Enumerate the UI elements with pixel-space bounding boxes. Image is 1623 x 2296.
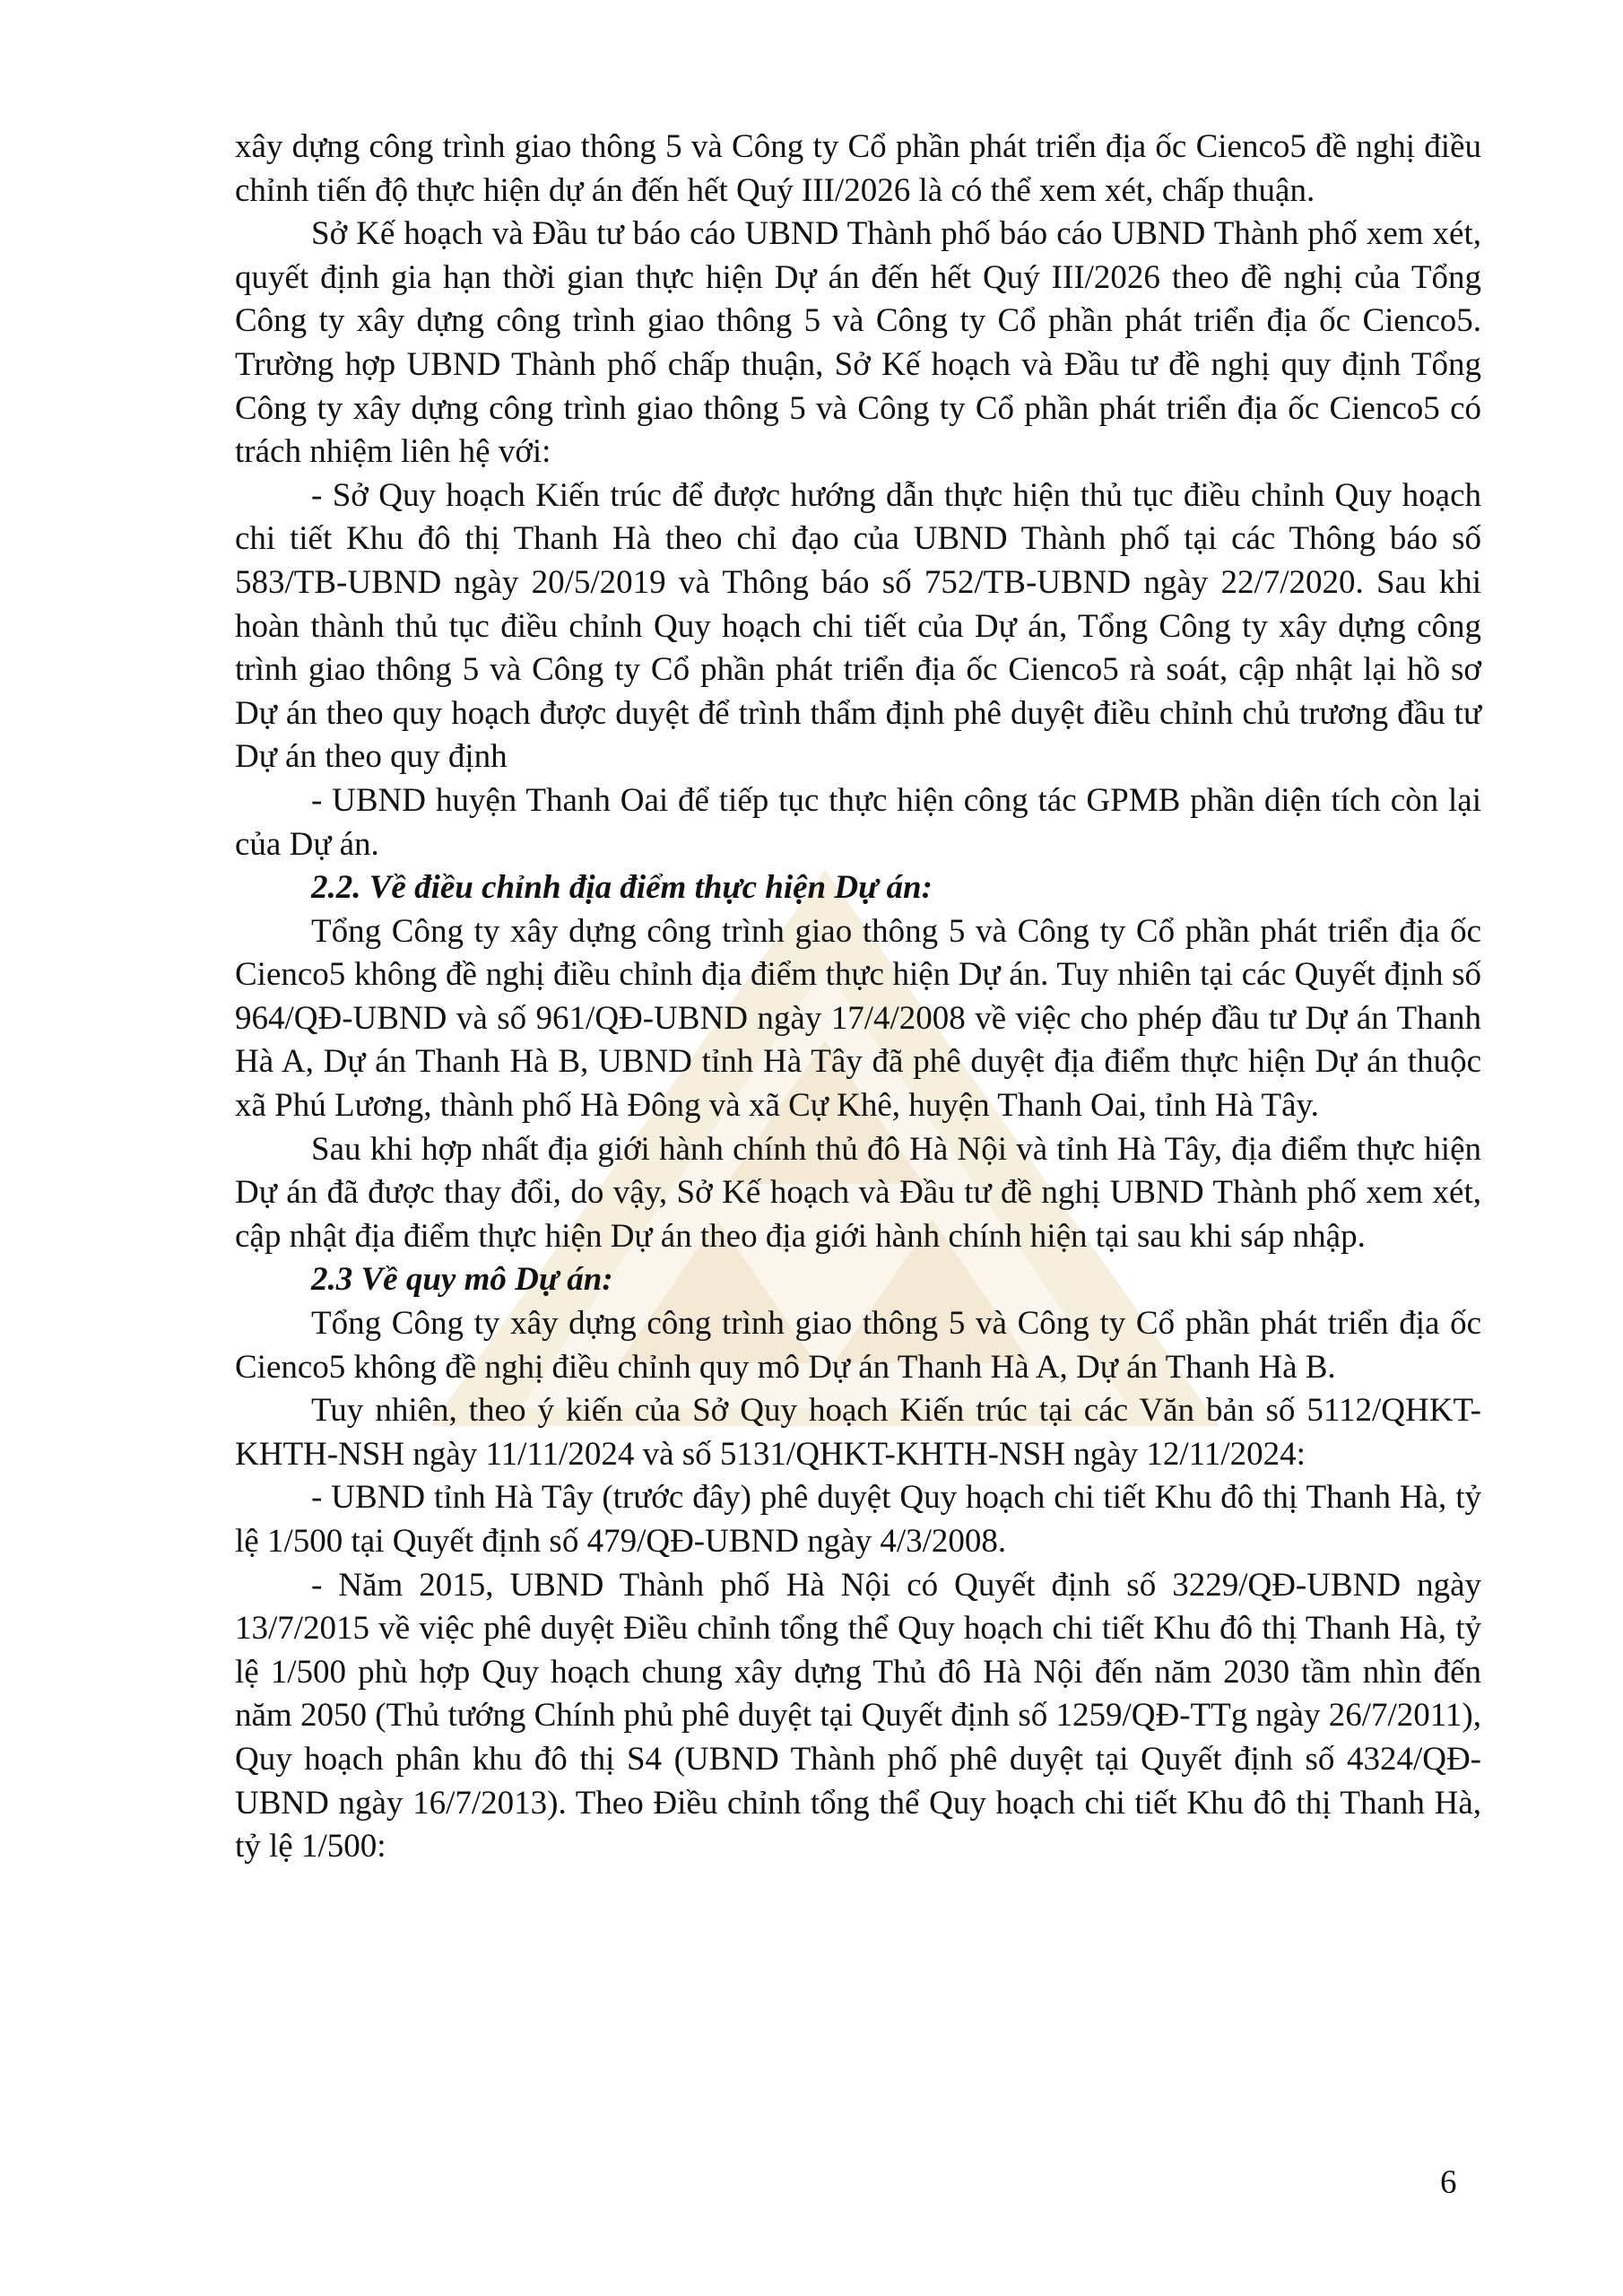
document-body xyxy=(235,126,1481,1869)
paragraph: Tuy nhiên, theo ý kiến của Sở Quy hoạch Kiến trúc tại các Văn bản số 5112/QHKT-KHTH-NSH ngày 11/11/2024 và số 5131/QHKT-KHTH-NSH ngày 12/11/2024: xyxy=(235,1392,1481,1473)
paragraph: Sau khi hợp nhất địa giới hành chính thủ đô Hà Nội và tỉnh Hà Tây, địa điểm thực hiện Dự án đã được thay đổi, do vậy, Sở Kế hoạch và Đầu tư đề nghị UBND Thành phố xem xét, cập nhật địa điểm thực hiện Dự án theo địa giới hành chính hiện tại sau khi sáp nhập. xyxy=(235,1130,1481,1255)
paragraph: - Sở Quy hoạch Kiến trúc để được hướng dẫn thực hiện thủ tục điều chỉnh Quy hoạch chi tiết Khu đô thị Thanh Hà theo chỉ đạo của UBND Thành phố tại các Thông báo số 583/TB-UBND ngày 20/5/2019 và Thông báo số 752/TB-UBND ngày 22/7/2020. Sau khi hoàn thành thủ tục điều chỉnh Quy hoạch chi tiết của Dự án, Tổng Công ty xây dựng công trình giao thông 5 và Công ty Cổ phần phát triển địa ốc Cienco5 rà soát, cập nhật lại hồ sơ Dự án theo quy hoạch được duyệt để trình thẩm định phê duyệt điều chỉnh chủ trương đầu tư Dự án theo quy định xyxy=(235,476,1481,776)
paragraph: Tổng Công ty xây dựng công trình giao thông 5 và Công ty Cổ phần phát triển địa ốc Cienco5 không đề nghị điều chỉnh quy mô Dự án Thanh Hà A, Dự án Thanh Hà B. xyxy=(235,1305,1481,1386)
paragraph: - UBND tỉnh Hà Tây (trước đây) phê duyệt Quy hoạch chi tiết Khu đô thị Thanh Hà, tỷ lệ 1/500 tại Quyết định số 479/QĐ-UBND ngày 4/3/2008. xyxy=(235,1479,1481,1560)
paragraph: Tổng Công ty xây dựng công trình giao thông 5 và Công ty Cổ phần phát triển địa ốc Cienco5 không đề nghị điều chỉnh địa điểm thực hiện Dự án. Tuy nhiên tại các Quyết định số 964/QĐ-UBND và số 961/QĐ-UBND ngày 17/4/2008 về việc cho phép đầu tư Dự án Thanh Hà A, Dự án Thanh Hà B, UBND tỉnh Hà Tây đã phê duyệt địa điểm thực hiện Dự án thuộc xã Phú Lương, thành phố Hà Đông và xã Cự Khê, huyện Thanh Oai, tỉnh Hà Tây. xyxy=(235,912,1481,1125)
paragraph: - UBND huyện Thanh Oai để tiếp tục thực hiện công tác GPMB phần diện tích còn lại của Dự án. xyxy=(235,781,1481,863)
page-number: 6 xyxy=(1440,2164,1457,2201)
paragraph: - Năm 2015, UBND Thành phố Hà Nội có Quyết định số 3229/QĐ-UBND ngày 13/7/2015 về việc phê duyệt Điều chỉnh tổng thể Quy hoạch chi tiết Khu đô thị Thanh Hà, tỷ lệ 1/500 phù hợp Quy hoạch chung xây dựng Thủ đô Hà Nội đến năm 2030 tầm nhìn đến năm 2050 (Thủ tướng Chính phủ phê duyệt tại Quyết định số 1259/QĐ-TTg ngày 26/7/2011), Quy hoạch phân khu đô thị S4 (UBND Thành phố phê duyệt tại Quyết định số 4324/QĐ-UBND ngày 16/7/2013). Theo Điều chỉnh tổng thể Quy hoạch chi tiết Khu đô thị Thanh Hà, tỷ lệ 1/500: xyxy=(235,1566,1481,1866)
paragraph: xây dựng công trình giao thông 5 và Công ty Cổ phần phát triển địa ốc Cienco5 đề nghị điều chỉnh tiến độ thực hiện dự án đến hết Quý III/2026 là có thể xem xét, chấp thuận. xyxy=(235,128,1481,209)
section-heading: 2.2. Về điều chỉnh địa điểm thực hiện Dự án: xyxy=(311,869,933,907)
paragraph: Sở Kế hoạch và Đầu tư báo cáo UBND Thành phố báo cáo UBND Thành phố xem xét, quyết định gia hạn thời gian thực hiện Dự án đến hết Quý III/2026 theo đề nghị của Tổng Công ty xây dựng công trình giao thông 5 và Công ty Cổ phần phát triển địa ốc Cienco5. Trường hợp UBND Thành phố chấp thuận, Sở Kế hoạch và Đầu tư đề nghị quy định Tổng Công ty xây dựng công trình giao thông 5 và Công ty Cổ phần phát triển địa ốc Cienco5 có trách nhiệm liên hệ với: xyxy=(235,215,1481,471)
section-heading: 2.3 Về quy mô Dự án: xyxy=(311,1261,613,1299)
